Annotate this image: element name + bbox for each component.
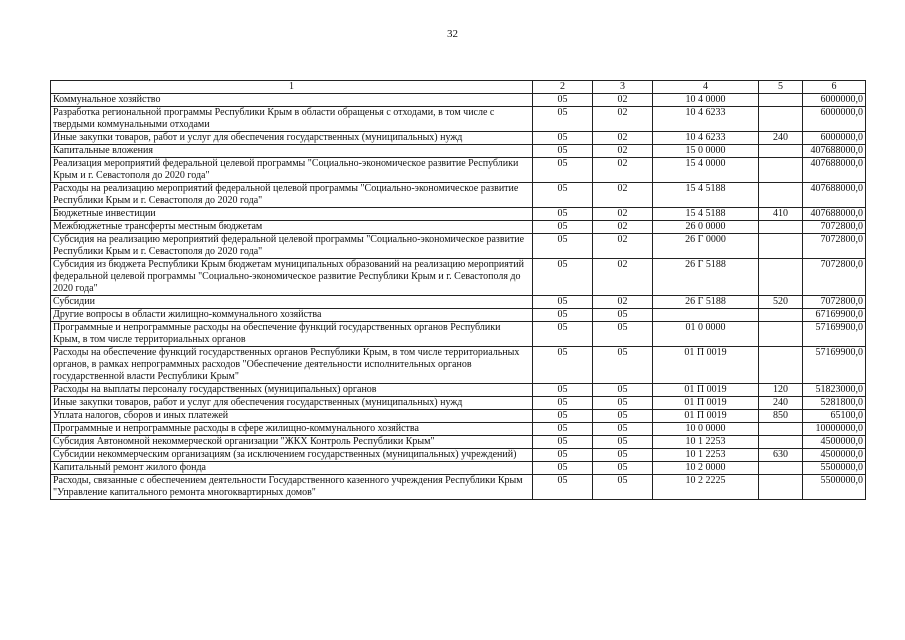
section-code-cell: 05 [533, 259, 593, 296]
amount-cell: 65100,0 [803, 410, 866, 423]
expense-type-code-cell [759, 347, 803, 384]
subsection-code-cell: 05 [593, 475, 653, 500]
section-code-cell: 05 [533, 423, 593, 436]
budget-table [50, 80, 866, 500]
target-article-code-cell: 10 4 6233 [653, 107, 759, 132]
column-header: 6 [803, 81, 866, 94]
target-article-code-cell: 26 Г 5188 [653, 259, 759, 296]
amount-cell: 6000000,0 [803, 94, 866, 107]
expense-type-code-cell: 410 [759, 208, 803, 221]
column-header: 1 [51, 81, 533, 94]
amount-cell: 6000000,0 [803, 132, 866, 145]
target-article-code-cell: 10 0 0000 [653, 423, 759, 436]
expense-type-code-cell [759, 221, 803, 234]
expense-type-code-cell: 120 [759, 384, 803, 397]
amount-cell: 7072800,0 [803, 221, 866, 234]
subsection-code-cell: 05 [593, 410, 653, 423]
expense-type-code-cell [759, 259, 803, 296]
table-row [51, 475, 866, 500]
amount-cell: 5281800,0 [803, 397, 866, 410]
column-header: 3 [593, 81, 653, 94]
amount-cell: 407688000,0 [803, 208, 866, 221]
table-row [51, 296, 866, 309]
target-article-code-cell: 15 4 5188 [653, 183, 759, 208]
table-row [51, 397, 866, 410]
table-row [51, 208, 866, 221]
section-code-cell: 05 [533, 449, 593, 462]
table-row [51, 436, 866, 449]
target-article-code-cell: 15 0 0000 [653, 145, 759, 158]
item-name-cell: Другие вопросы в области жилищно-коммунального хозяйства [51, 309, 533, 322]
target-article-code-cell: 10 1 2253 [653, 449, 759, 462]
column-header: 2 [533, 81, 593, 94]
table-row [51, 410, 866, 423]
item-name-cell: Уплата налогов, сборов и иных платежей [51, 410, 533, 423]
table-row [51, 132, 866, 145]
item-name-cell: Иные закупки товаров, работ и услуг для обеспечения государственных (муниципальных) нужд [51, 132, 533, 145]
item-name-cell: Программные и непрограммные расходы в сфере жилищно-коммунального хозяйства [51, 423, 533, 436]
amount-cell: 6000000,0 [803, 107, 866, 132]
expense-type-code-cell [759, 423, 803, 436]
table-row [51, 462, 866, 475]
table-row [51, 221, 866, 234]
subsection-code-cell: 05 [593, 397, 653, 410]
item-name-cell: Субсидия Автономной некоммерческой организации "ЖКХ Контроль Республики Крым" [51, 436, 533, 449]
table-row [51, 234, 866, 259]
item-name-cell: Расходы на выплаты персоналу государственных (муниципальных) органов [51, 384, 533, 397]
target-article-code-cell: 26 Г 0000 [653, 234, 759, 259]
subsection-code-cell: 05 [593, 347, 653, 384]
item-name-cell: Капитальные вложения [51, 145, 533, 158]
item-name-cell: Расходы на обеспечение функций государственных органов Республики Крым, в том числе территориальных органов, в рамках непрограммных расходов "Обеспечение деятельности исполнительных органов государственной власти Республики Крым" [51, 347, 533, 384]
item-name-cell: Программные и непрограммные расходы на обеспечение функций государственных органов Республики Крым, в том числе территориальных органов [51, 322, 533, 347]
subsection-code-cell: 02 [593, 208, 653, 221]
page-number: 32 [447, 28, 458, 40]
subsection-code-cell: 02 [593, 94, 653, 107]
amount-cell: 407688000,0 [803, 145, 866, 158]
target-article-code-cell: 15 4 5188 [653, 208, 759, 221]
amount-cell: 7072800,0 [803, 234, 866, 259]
item-name-cell: Иные закупки товаров, работ и услуг для обеспечения государственных (муниципальных) нужд [51, 397, 533, 410]
target-article-code-cell: 10 1 2253 [653, 436, 759, 449]
table-row [51, 107, 866, 132]
target-article-code-cell [653, 309, 759, 322]
amount-cell: 57169900,0 [803, 322, 866, 347]
target-article-code-cell: 10 2 0000 [653, 462, 759, 475]
subsection-code-cell: 05 [593, 309, 653, 322]
amount-cell: 51823000,0 [803, 384, 866, 397]
amount-cell: 407688000,0 [803, 183, 866, 208]
item-name-cell: Расходы, связанные с обеспечением деятельности Государственного казенного учреждения Республики Крым "Управление капитального ремонта многоквартирных домов" [51, 475, 533, 500]
target-article-code-cell: 01 0 0000 [653, 322, 759, 347]
expense-type-code-cell [759, 158, 803, 183]
amount-cell: 7072800,0 [803, 259, 866, 296]
subsection-code-cell: 02 [593, 259, 653, 296]
expense-type-code-cell [759, 107, 803, 132]
subsection-code-cell: 02 [593, 234, 653, 259]
section-code-cell: 05 [533, 132, 593, 145]
section-code-cell: 05 [533, 158, 593, 183]
section-code-cell: 05 [533, 221, 593, 234]
expense-type-code-cell [759, 322, 803, 347]
section-code-cell: 05 [533, 309, 593, 322]
section-code-cell: 05 [533, 397, 593, 410]
amount-cell: 4500000,0 [803, 436, 866, 449]
section-code-cell: 05 [533, 183, 593, 208]
subsection-code-cell: 02 [593, 183, 653, 208]
section-code-cell: 05 [533, 462, 593, 475]
expense-type-code-cell [759, 309, 803, 322]
item-name-cell: Коммунальное хозяйство [51, 94, 533, 107]
expense-type-code-cell: 240 [759, 132, 803, 145]
column-header: 4 [653, 81, 759, 94]
section-code-cell: 05 [533, 208, 593, 221]
subsection-code-cell: 05 [593, 436, 653, 449]
section-code-cell: 05 [533, 107, 593, 132]
expense-type-code-cell: 850 [759, 410, 803, 423]
subsection-code-cell: 05 [593, 449, 653, 462]
target-article-code-cell: 26 Г 5188 [653, 296, 759, 309]
section-code-cell: 05 [533, 384, 593, 397]
expense-type-code-cell: 630 [759, 449, 803, 462]
subsection-code-cell: 02 [593, 132, 653, 145]
subsection-code-cell: 02 [593, 221, 653, 234]
target-article-code-cell: 26 0 0000 [653, 221, 759, 234]
table-row [51, 423, 866, 436]
expense-type-code-cell [759, 94, 803, 107]
expense-type-code-cell [759, 183, 803, 208]
expense-type-code-cell: 240 [759, 397, 803, 410]
target-article-code-cell: 01 П 0019 [653, 410, 759, 423]
amount-cell: 4500000,0 [803, 449, 866, 462]
table-row [51, 158, 866, 183]
subsection-code-cell: 05 [593, 423, 653, 436]
subsection-code-cell: 05 [593, 462, 653, 475]
subsection-code-cell: 02 [593, 296, 653, 309]
amount-cell: 67169900,0 [803, 309, 866, 322]
amount-cell: 5500000,0 [803, 475, 866, 500]
table-row [51, 94, 866, 107]
item-name-cell: Расходы на реализацию мероприятий федеральной целевой программы "Социально-экономическое развитие Республики Крым и г. Севастополя до 2020 года" [51, 183, 533, 208]
item-name-cell: Субсидия из бюджета Республики Крым бюджетам муниципальных образований на реализацию мероприятий федеральной целевой программы "Социально-экономическое развитие Республики Крым и г. Севастополя до 2020 года" [51, 259, 533, 296]
table-row [51, 145, 866, 158]
section-code-cell: 05 [533, 94, 593, 107]
item-name-cell: Субсидия на реализацию мероприятий федеральной целевой программы "Социально-экономическое развитие Республики Крым и г. Севастополя до 2020 года" [51, 234, 533, 259]
subsection-code-cell: 02 [593, 145, 653, 158]
table-row [51, 309, 866, 322]
section-code-cell: 05 [533, 347, 593, 384]
section-code-cell: 05 [533, 410, 593, 423]
subsection-code-cell: 05 [593, 322, 653, 347]
column-header: 5 [759, 81, 803, 94]
item-name-cell: Бюджетные инвестиции [51, 208, 533, 221]
table-header-row [51, 81, 866, 94]
section-code-cell: 05 [533, 436, 593, 449]
target-article-code-cell: 10 4 0000 [653, 94, 759, 107]
item-name-cell: Реализация мероприятий федеральной целевой программы "Социально-экономическое развитие Республики Крым и г. Севастополя до 2020 года" [51, 158, 533, 183]
expense-type-code-cell [759, 234, 803, 259]
table-row [51, 259, 866, 296]
subsection-code-cell: 02 [593, 158, 653, 183]
table-row [51, 449, 866, 462]
target-article-code-cell: 10 4 6233 [653, 132, 759, 145]
amount-cell: 10000000,0 [803, 423, 866, 436]
expense-type-code-cell [759, 462, 803, 475]
expense-type-code-cell [759, 436, 803, 449]
item-name-cell: Разработка региональной программы Республики Крым в области обращенья с отходами, в том числе с твердыми коммунальными отходами [51, 107, 533, 132]
target-article-code-cell: 01 П 0019 [653, 397, 759, 410]
table-row [51, 183, 866, 208]
table-row [51, 322, 866, 347]
section-code-cell: 05 [533, 145, 593, 158]
section-code-cell: 05 [533, 322, 593, 347]
table-row [51, 384, 866, 397]
target-article-code-cell: 10 2 2225 [653, 475, 759, 500]
item-name-cell: Субсидии некоммерческим организациям (за исключением государственных (муниципальных) учреждений) [51, 449, 533, 462]
target-article-code-cell: 01 П 0019 [653, 347, 759, 384]
item-name-cell: Субсидии [51, 296, 533, 309]
expense-type-code-cell: 520 [759, 296, 803, 309]
subsection-code-cell: 05 [593, 384, 653, 397]
table-row [51, 347, 866, 384]
section-code-cell: 05 [533, 296, 593, 309]
amount-cell: 7072800,0 [803, 296, 866, 309]
section-code-cell: 05 [533, 475, 593, 500]
target-article-code-cell: 15 4 0000 [653, 158, 759, 183]
expense-type-code-cell [759, 145, 803, 158]
section-code-cell: 05 [533, 234, 593, 259]
subsection-code-cell: 02 [593, 107, 653, 132]
expense-type-code-cell [759, 475, 803, 500]
amount-cell: 5500000,0 [803, 462, 866, 475]
amount-cell: 57169900,0 [803, 347, 866, 384]
amount-cell: 407688000,0 [803, 158, 866, 183]
target-article-code-cell: 01 П 0019 [653, 384, 759, 397]
item-name-cell: Межбюджетные трансферты местным бюджетам [51, 221, 533, 234]
item-name-cell: Капитальный ремонт жилого фонда [51, 462, 533, 475]
